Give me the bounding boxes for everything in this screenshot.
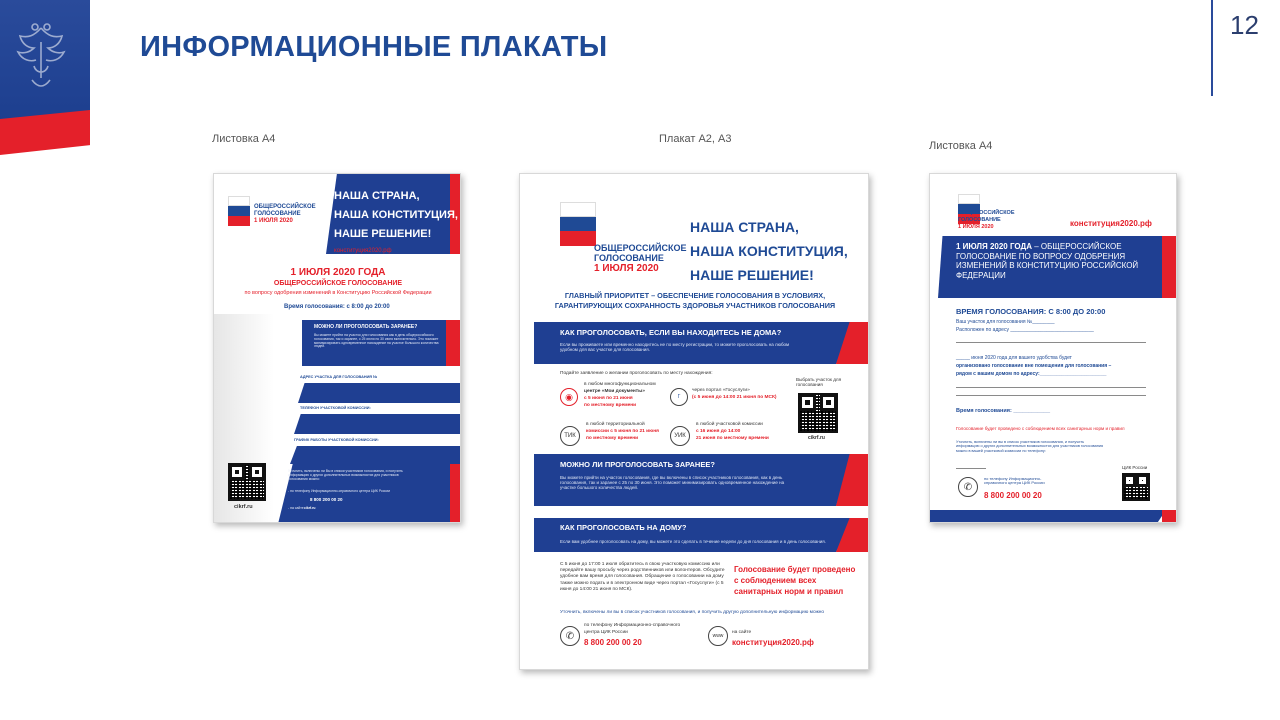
headline-subtitle: ОБЩЕРОССИЙСКОЕ ГОЛОСОВАНИЕ (273, 280, 403, 287)
logo-line-2: ГОЛОСОВАНИЕ (254, 211, 301, 217)
station-address: Расположен по адресу ______________________________ (956, 327, 1094, 333)
safety-line-2: с соблюдением всех (734, 576, 817, 585)
slogan-line-3: НАШЕ РЕШЕНИЕ! (690, 267, 814, 283)
field-station-address-label: АДРЕС УЧАСТКА ДЛЯ ГОЛОСОВАНИЯ № (300, 375, 378, 379)
caption-poster-a2-a3: Плакат А2, А3 (659, 133, 732, 145)
gosuslugi-icon: Г (670, 388, 688, 406)
logo-line-2: ГОЛОСОВАНИЕ (958, 217, 1001, 223)
uik-icon: УИК (670, 426, 690, 446)
priority-line-1: ГЛАВНЫЙ ПРИОРИТЕТ – ОБЕСПЕЧЕНИЕ ГОЛОСОВАНИЯ В УСЛОВИЯХ, (564, 291, 826, 300)
qr-code[interactable] (1122, 473, 1150, 501)
question-text-away: Если вы проживаете или временно находитесь не по месту регистрации, то можете проголосовать на любом удобном для вас участке для голосования. (560, 342, 790, 353)
slogan-line-1: НАША СТРАНА, (334, 190, 420, 202)
corner-flag-banner (0, 0, 90, 155)
question-title: МОЖНО ЛИ ПРОГОЛОСОВАТЬ ЗАРАНЕЕ? (314, 324, 418, 330)
headline-subtitle-2: по вопросу одобрения изменений в Конституцию Российской Федерации (244, 290, 432, 296)
slogan-line-2: НАША КОНСТИТУЦИЯ, (690, 243, 848, 259)
website-label: на сайте (732, 630, 752, 635)
qr-caption: cikrf.ru (808, 435, 825, 441)
poster-a2-a3[interactable] (519, 173, 869, 670)
home-voting-text: С 5 июня до 17:00 1 июля обратитесь в свою участковую комиссию или передайте вашу просьбу через родственников или волонтеров. Обсудите удобное вам время для голосования. Обращение о голосовании на дому также можно подать и в электронном виде через портал «Госуслуги» (с 5 июня до 14:00 21 июня по МСК). (560, 562, 725, 592)
fill-line (956, 468, 986, 469)
leaflet-a4-right[interactable] (929, 173, 1177, 523)
question-text-early: Вы можете прийти на участок голосования, где вы включены в список участников голосования, как в день голосования, так и заранее с 25 по 30 июня. Это поможет минимизировать одновременное нахождение на участке большого количества людей. (560, 475, 785, 491)
station-number: Ваш участок для голосования №________ (956, 319, 1055, 325)
headline-text (956, 242, 1152, 280)
qr-code[interactable] (798, 393, 838, 433)
fill-line (956, 395, 1146, 396)
voting-time: ВРЕМЯ ГОЛОСОВАНИЯ: С 8:00 ДО 20:00 (956, 307, 1106, 316)
slogan-line-3: НАШЕ РЕШЕНИЕ! (334, 228, 432, 240)
safety-line-1: Голосование будет проведено (734, 565, 856, 574)
fill-line (956, 387, 1146, 388)
cik-label: ЦИК России (1122, 465, 1148, 470)
headline-rest: – ОБЩЕРОССИЙСКОЕ ГОЛОСОВАНИЕ ПО ВОПРОСУ ОДОБРЕНИЯ ИЗМЕНЕНИЙ В КОНСТИТУЦИЮ РОССИЙСКОЙ ФЕДЕРАЦИИ (956, 242, 1139, 280)
logo-line-1: ОБЩЕРОССИЙСКОЕ (958, 210, 1015, 216)
question-title-away: КАК ПРОГОЛОСОВАТЬ, ЕСЛИ ВЫ НАХОДИТЕСЬ НЕ ДОМА? (560, 328, 782, 337)
voting-logo-icon (228, 196, 250, 226)
logo-line-1: ОБЩЕРОССИЙСКОЕ (594, 243, 687, 253)
option-uik-line-2: с 16 июня до 14:00 (696, 429, 741, 434)
qr-code[interactable] (228, 463, 266, 501)
fill-line (956, 342, 1146, 343)
double-headed-eagle-icon (8, 18, 74, 96)
phone-number: 8 800 200 00 20 (984, 491, 1042, 500)
slide-title: ИНФОРМАЦИОННЫЕ ПЛАКАТЫ (140, 31, 608, 63)
safety-line-3: санитарных норм и правил (734, 587, 844, 596)
caption-leaflet-a4-right: Листовка А4 (929, 140, 993, 152)
phone-label: по телефону Информационно-справочного центра ЦИК России (984, 476, 1045, 486)
footer-band (930, 510, 1166, 523)
date-headline: 1 ИЮЛЯ 2020 ГОДА (290, 267, 386, 278)
option-mfc-line-1: в любом многофункциональном (584, 382, 656, 387)
www-icon: www (708, 626, 728, 646)
check-list-text: Уточнить, включены ли вы в список участников голосования, и получить информацию о других дополнительных возможностях для участников голосования можно в вашей участковой комиссии по телефону: (956, 440, 1104, 453)
question-text: Вы можете прийти на участок для голосования как в день общероссийского голосования, так и заранее, с 25 июня по 30 июня включительно. Это поможет минимизировать одновременное нахождение на участке большого количества людей. (314, 333, 439, 349)
website-url: cikrf.ru (304, 506, 316, 510)
slogan-line-2: НАША КОНСТИТУЦИЯ, (334, 209, 458, 221)
option-tik-line-3: по местному времени (586, 436, 639, 441)
field-phone-label: ТЕЛЕФОН УЧАСТКОВОЙ КОМИССИИ: (300, 406, 371, 410)
home-voting-line-3: рядом с вашим домом по адресу:________________________ (956, 371, 1107, 377)
bottom-red-band (450, 464, 461, 523)
apply-instruction: Подайте заявление о желании проголосовать по месту нахождения: (560, 371, 713, 376)
tik-icon: ТИК (560, 426, 580, 446)
voting-time: Время голосования: с 8:00 до 20:00 (284, 304, 390, 310)
option-tik-line-2: комиссии с 5 июня по 21 июня (586, 429, 659, 434)
question-text-home: Если вам удобнее проголосовать на дому, вы можете это сделать в течение недели до дня голосования и в день голосования. (560, 539, 826, 544)
logo-line-3: 1 ИЮЛЯ 2020 (254, 218, 293, 224)
phone-number: 8 800 200 00 20 (584, 638, 642, 647)
site-link: конституция2020.рф (334, 248, 392, 254)
phone-icon: ✆ (560, 626, 580, 646)
field-schedule-label: ГРАФИК РАБОТЫ УЧАСТКОВОЙ КОМИССИИ: (294, 438, 379, 442)
logo-line-3: 1 ИЮЛЯ 2020 (958, 224, 994, 230)
option-gosuslugi-line-1: через портал «Госуслуги» (692, 388, 750, 393)
slogan-line-1: НАША СТРАНА, (690, 219, 799, 235)
page-number: 12 (1230, 10, 1259, 40)
headline-date: 1 ИЮЛЯ 2020 ГОДА (956, 242, 1032, 251)
page-number-divider (1211, 0, 1213, 96)
phone-label-1: по телефону Информационно-справочного (584, 623, 681, 628)
vote-time-field: Время голосования: ____________ (956, 408, 1051, 414)
check-list-text: Уточнить, включены ли вы в список участников голосования, и получить другую дополнительную информацию можно (560, 610, 825, 615)
bottom-info-text: Уточнить, включены ли Вы в списки участников голосования, и получить информацию о других дополнительных возможностях для участников голосования можно: (288, 469, 403, 481)
question-red-band (446, 320, 461, 366)
option-mfc-line-2: центре «Мои документы» (584, 389, 645, 394)
option-gosuslugi-line-2: (с 5 июня до 14:00 21 июня по МСК) (692, 395, 777, 400)
logo-line-3: 1 ИЮЛЯ 2020 (594, 263, 659, 274)
voting-logo-icon (560, 202, 596, 246)
logo-line-1: ОБЩЕРОССИЙСКОЕ (254, 204, 316, 210)
footer-red-band (1162, 510, 1177, 523)
website-url: конституция2020.рф (732, 638, 814, 647)
website-label: - на сайте (288, 506, 304, 510)
option-mfc-line-4: по местному времени (584, 403, 637, 408)
question-title-home: КАК ПРОГОЛОСОВАТЬ НА ДОМУ? (560, 523, 687, 532)
option-uik-line-3: 21 июня по местному времени (696, 436, 769, 441)
leaflet-a4-left[interactable] (213, 173, 461, 523)
caption-leaflet-a4-left: Листовка А4 (212, 133, 276, 145)
question-title-early: МОЖНО ЛИ ПРОГОЛОСОВАТЬ ЗАРАНЕЕ? (560, 460, 715, 469)
headline-red-band (1162, 236, 1177, 298)
choose-station-label: Выбрать участок для голосования (796, 377, 842, 388)
mfc-icon: ◉ (560, 388, 578, 406)
phone-label-2: центра ЦИК России (584, 630, 628, 635)
phone-icon: ✆ (958, 477, 978, 497)
site-link: конституция2020.рф (1070, 219, 1152, 228)
option-uik-line-1: в любой участковой комиссии (696, 422, 763, 427)
phone-number: 8 800 200 00 20 (310, 497, 343, 502)
option-mfc-line-3: с 5 июня по 21 июня (584, 396, 633, 401)
home-voting-line-1: _____ июня 2020 года для вашего удобства будет (956, 355, 1072, 361)
qr-caption: cikrf.ru (234, 504, 253, 510)
sanitary-note: Голосование будет проведено с соблюдением всех санитарных норм и правил (956, 426, 1125, 431)
field-schedule-bar (290, 446, 461, 464)
logo-line-2: ГОЛОСОВАНИЕ (594, 253, 664, 263)
phone-label: - по телефону Информационно-справочного центра ЦИК России (288, 489, 390, 493)
field-phone-bar (294, 414, 461, 434)
field-station-address-bar (298, 383, 461, 403)
option-tik-line-1: в любой территориальной (586, 422, 645, 427)
priority-line-2: ГАРАНТИРУЮЩИХ СОХРАННОСТЬ ЗДОРОВЬЯ УЧАСТНИКОВ ГОЛОСОВАНИЯ (554, 301, 836, 310)
home-voting-line-2: организовано голосование вне помещения для голосования – (956, 363, 1112, 369)
